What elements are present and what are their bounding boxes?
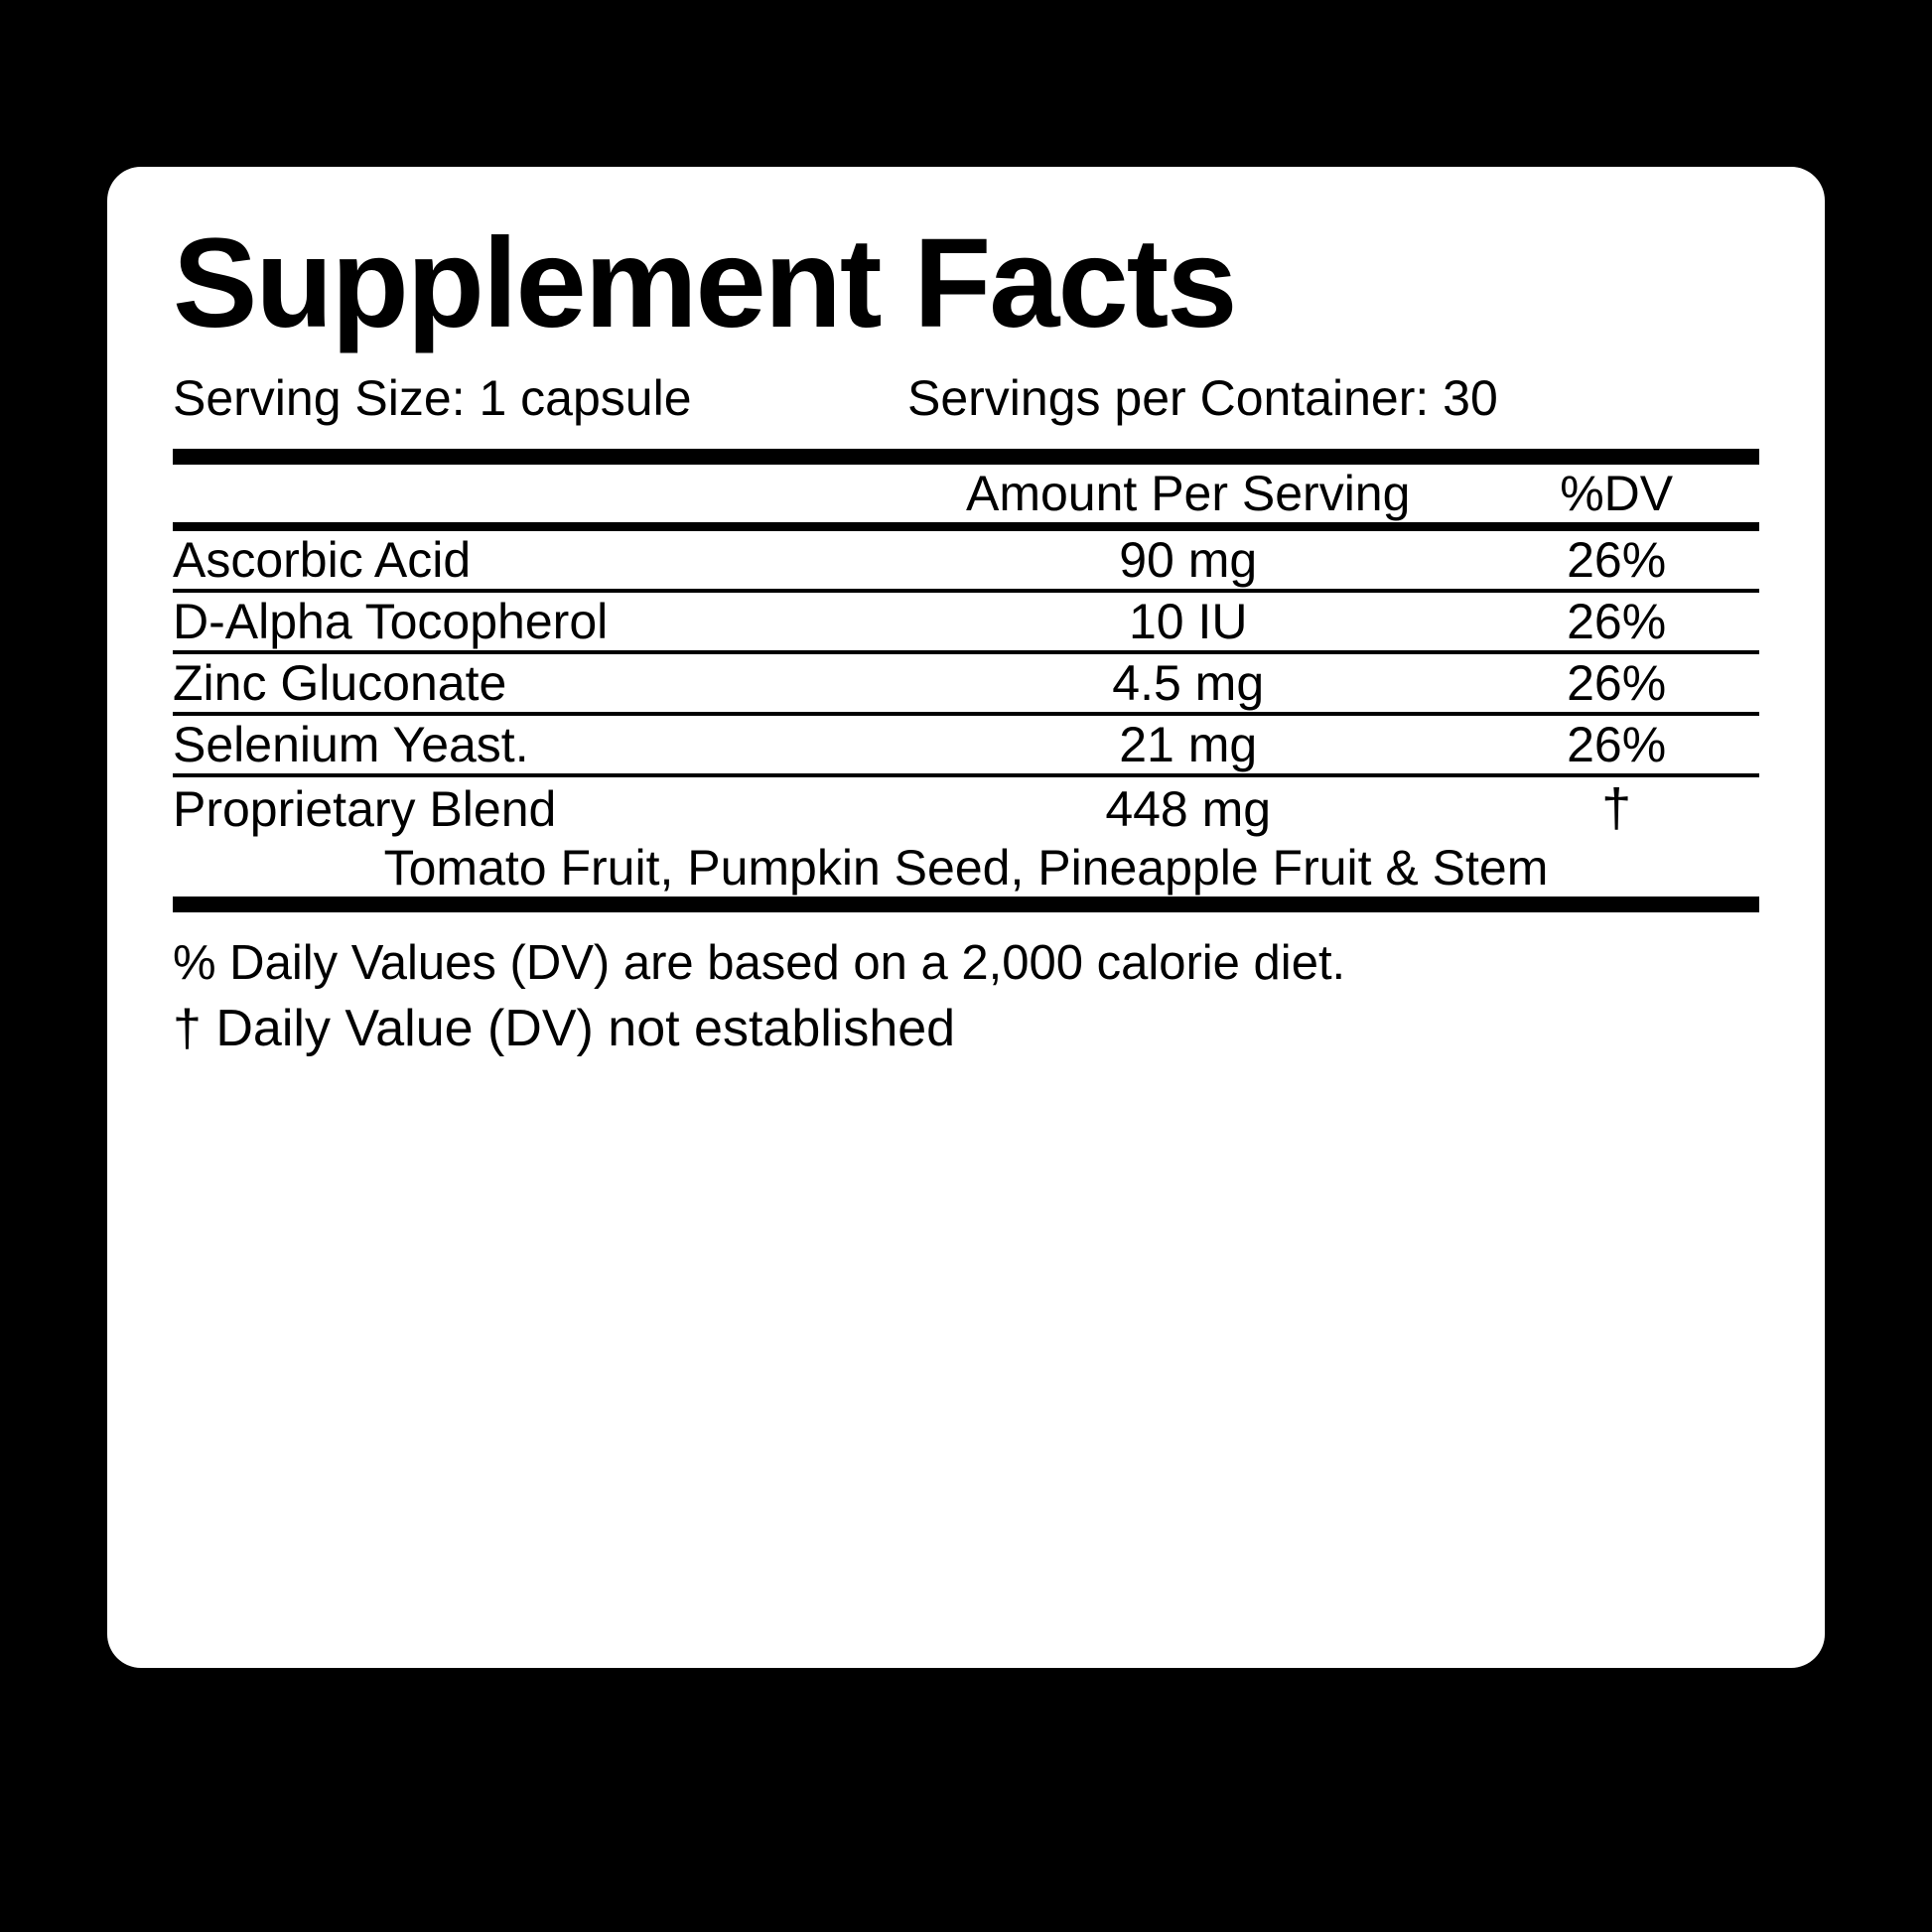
header-rule <box>173 522 1759 531</box>
footnote-dv-not-established: † Daily Value (DV) not established <box>173 999 956 1057</box>
nutrient-dv: 26% <box>1567 594 1667 649</box>
blend-amount: 448 mg <box>1105 781 1272 837</box>
footnotes <box>173 932 1759 1062</box>
table-row-blend <box>173 777 1759 839</box>
column-header-amount: Amount Per Serving <box>965 466 1411 521</box>
nutrition-table <box>173 465 1759 897</box>
divider-thick-top <box>173 449 1759 465</box>
nutrient-dv: 26% <box>1567 655 1667 711</box>
column-header-dv: %DV <box>1560 466 1674 521</box>
nutrient-amount: 90 mg <box>1119 532 1258 588</box>
serving-info <box>173 369 1759 427</box>
blend-name: Proprietary Blend <box>173 781 557 837</box>
divider-thick-bottom <box>173 897 1759 912</box>
page-title: Supplement Facts <box>173 212 1236 354</box>
servings-per-container-text: Servings per Container: 30 <box>907 370 1498 426</box>
nutrient-name: D-Alpha Tocopherol <box>173 594 609 649</box>
blend-ingredients: Tomato Fruit, Pumpkin Seed, Pineapple Fruit & Stem <box>383 840 1549 896</box>
blend-dv: † <box>1601 778 1632 838</box>
nutrient-amount: 21 mg <box>1119 717 1258 772</box>
nutrient-amount: 4.5 mg <box>1112 655 1265 711</box>
serving-size-text: Serving Size: 1 capsule <box>173 370 692 426</box>
table-row <box>173 531 1759 589</box>
nutrient-name: Zinc Gluconate <box>173 655 507 711</box>
nutrient-name: Ascorbic Acid <box>173 532 472 588</box>
footnote-daily-values: % Daily Values (DV) are based on a 2,000 calorie diet. <box>173 936 1346 990</box>
nutrient-amount: 10 IU <box>1128 594 1248 649</box>
table-row-blend-ingredients <box>173 839 1759 897</box>
nutrient-dv: 26% <box>1567 532 1667 588</box>
divider-medium-header <box>173 522 1759 531</box>
table-header-row <box>173 465 1759 522</box>
table-row <box>173 593 1759 650</box>
nutrient-dv: 26% <box>1567 717 1667 772</box>
supplement-facts-panel <box>107 167 1825 1668</box>
table-row <box>173 716 1759 773</box>
nutrient-name: Selenium Yeast. <box>173 717 529 772</box>
column-header-name <box>173 465 902 522</box>
table-row <box>173 654 1759 712</box>
